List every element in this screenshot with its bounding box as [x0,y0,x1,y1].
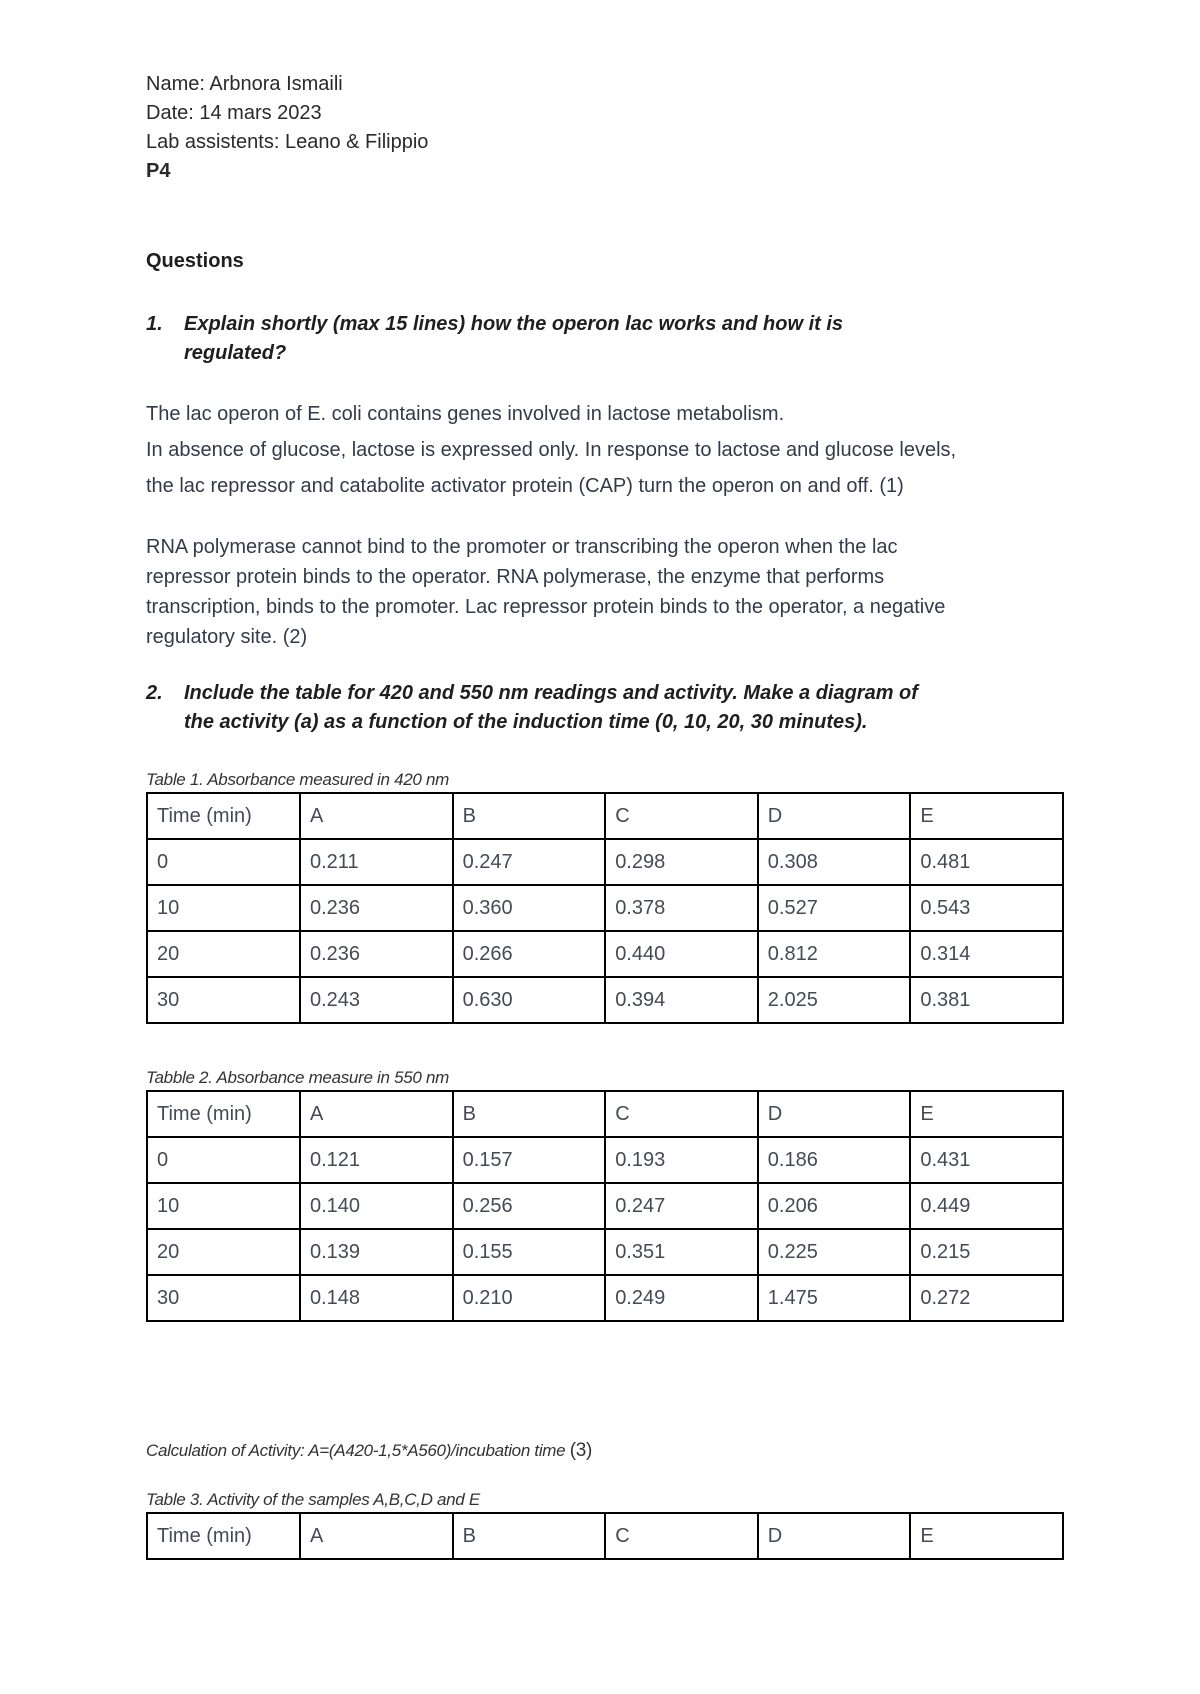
time-cell: 10 [147,1183,300,1229]
value-cell: 0.140 [300,1183,453,1229]
header-cell: B [453,793,606,839]
value-cell: 0.247 [605,1183,758,1229]
header-cell: A [300,1513,453,1559]
question-1-number: 1. [146,313,163,335]
value-cell: 0.186 [758,1137,911,1183]
question-2-number: 2. [146,682,163,704]
value-cell: 0.206 [758,1183,911,1229]
value-cell: 0.225 [758,1229,911,1275]
answer-line: In absence of glucose, lactose is expressed only. In response to lactose and glucose levels, [146,439,957,461]
answer-line: RNA polymerase cannot bind to the promoter or transcribing the operon when the lac [146,536,898,558]
header-cell: E [910,793,1063,839]
value-cell: 0.812 [758,931,911,977]
value-cell: 0.314 [910,931,1063,977]
question-2-line-1: Include the table for 420 and 550 nm readings and activity. Make a diagram of [184,682,918,704]
value-cell: 0.139 [300,1229,453,1275]
table-row [147,1275,1063,1321]
header-cell: Time (min) [147,793,300,839]
time-cell: 20 [147,931,300,977]
question-2-line-2: the activity (a) as a function of the induction time (0, 10, 20, 30 minutes). [184,711,868,733]
value-cell: 0.155 [453,1229,606,1275]
header-cell: E [910,1513,1063,1559]
time-cell: 0 [147,1137,300,1183]
table-2-caption: Tabble 2. Absorbance measure in 550 nm [146,1068,449,1087]
answer-line: The lac operon of E. coli contains genes involved in lactose metabolism. [146,403,785,425]
answer-line: the lac repressor and catabolite activator protein (CAP) turn the operon on and off. (1) [146,475,904,497]
answer-line: repressor protein binds to the operator. RNA polymerase, the enzyme that performs [146,566,885,588]
question-1-line-2: regulated? [184,342,287,364]
question-1 [146,310,1064,368]
table-3 [146,1512,1064,1560]
table-row [147,1183,1063,1229]
time-cell: 30 [147,977,300,1023]
header-cell: D [758,1513,911,1559]
report-date: Date: 14 mars 2023 [146,102,322,124]
value-cell: 0.381 [910,977,1063,1023]
table-header-row [147,793,1063,839]
header-block [146,70,1066,186]
table-row [147,977,1063,1023]
value-cell: 0.148 [300,1275,453,1321]
value-cell: 0.440 [605,931,758,977]
time-cell: 20 [147,1229,300,1275]
answer-line: transcription, binds to the promoter. Lac repressor protein binds to the operator, a negative [146,596,946,618]
answer-1-paragraph-2 [146,532,1066,652]
table-row [147,839,1063,885]
value-cell: 0.272 [910,1275,1063,1321]
value-cell: 0.351 [605,1229,758,1275]
table-row [147,1137,1063,1183]
value-cell: 0.256 [453,1183,606,1229]
table-1-caption: Table 1. Absorbance measured in 420 nm [146,770,449,789]
header-cell: C [605,1091,758,1137]
header-cell: Time (min) [147,1513,300,1559]
group-label: P4 [146,160,171,182]
value-cell: 0.298 [605,839,758,885]
table-1 [146,792,1064,1024]
answer-line: regulatory site. (2) [146,626,308,648]
value-cell: 0.236 [300,931,453,977]
value-cell: 0.308 [758,839,911,885]
activity-formula-text: Calculation of Activity: A=(A420-1,5*A560)/incubation time [146,1441,566,1460]
value-cell: 0.236 [300,885,453,931]
value-cell: 0.121 [300,1137,453,1183]
questions-heading: Questions [146,250,244,272]
table-2 [146,1090,1064,1322]
table-header-row [147,1091,1063,1137]
header-cell: Time (min) [147,1091,300,1137]
value-cell: 0.210 [453,1275,606,1321]
header-cell: E [910,1091,1063,1137]
value-cell: 0.266 [453,931,606,977]
header-cell: B [453,1513,606,1559]
header-cell: A [300,793,453,839]
value-cell: 0.360 [453,885,606,931]
value-cell: 0.249 [605,1275,758,1321]
table-header-row [147,1513,1063,1559]
question-1-line-1: Explain shortly (max 15 lines) how the operon lac works and how it is [184,313,844,335]
value-cell: 0.630 [453,977,606,1023]
student-name: Name: Arbnora Ismaili [146,73,343,95]
value-cell: 0.481 [910,839,1063,885]
activity-formula-ref: (3) [569,1440,593,1461]
value-cell: 0.215 [910,1229,1063,1275]
value-cell: 0.157 [453,1137,606,1183]
value-cell: 0.449 [910,1183,1063,1229]
time-cell: 10 [147,885,300,931]
answer-1-paragraph-1 [146,396,1066,504]
value-cell: 0.378 [605,885,758,931]
header-cell: A [300,1091,453,1137]
value-cell: 0.527 [758,885,911,931]
question-2 [146,679,1064,737]
value-cell: 0.247 [453,839,606,885]
lab-assistants: Lab assistents: Leano & Filippio [146,131,429,153]
table-row [147,885,1063,931]
table-row [147,1229,1063,1275]
table-3-caption: Table 3. Activity of the samples A,B,C,D and E [146,1490,480,1509]
header-cell: D [758,793,911,839]
header-cell: B [453,1091,606,1137]
document-page [146,70,1066,1547]
value-cell: 0.394 [605,977,758,1023]
header-cell: C [605,793,758,839]
value-cell: 0.193 [605,1137,758,1183]
value-cell: 0.431 [910,1137,1063,1183]
time-cell: 0 [147,839,300,885]
value-cell: 0.211 [300,839,453,885]
activity-formula [146,1440,592,1462]
value-cell: 0.543 [910,885,1063,931]
value-cell: 2.025 [758,977,911,1023]
value-cell: 0.243 [300,977,453,1023]
header-cell: D [758,1091,911,1137]
table-row [147,931,1063,977]
time-cell: 30 [147,1275,300,1321]
header-cell: C [605,1513,758,1559]
value-cell: 1.475 [758,1275,911,1321]
